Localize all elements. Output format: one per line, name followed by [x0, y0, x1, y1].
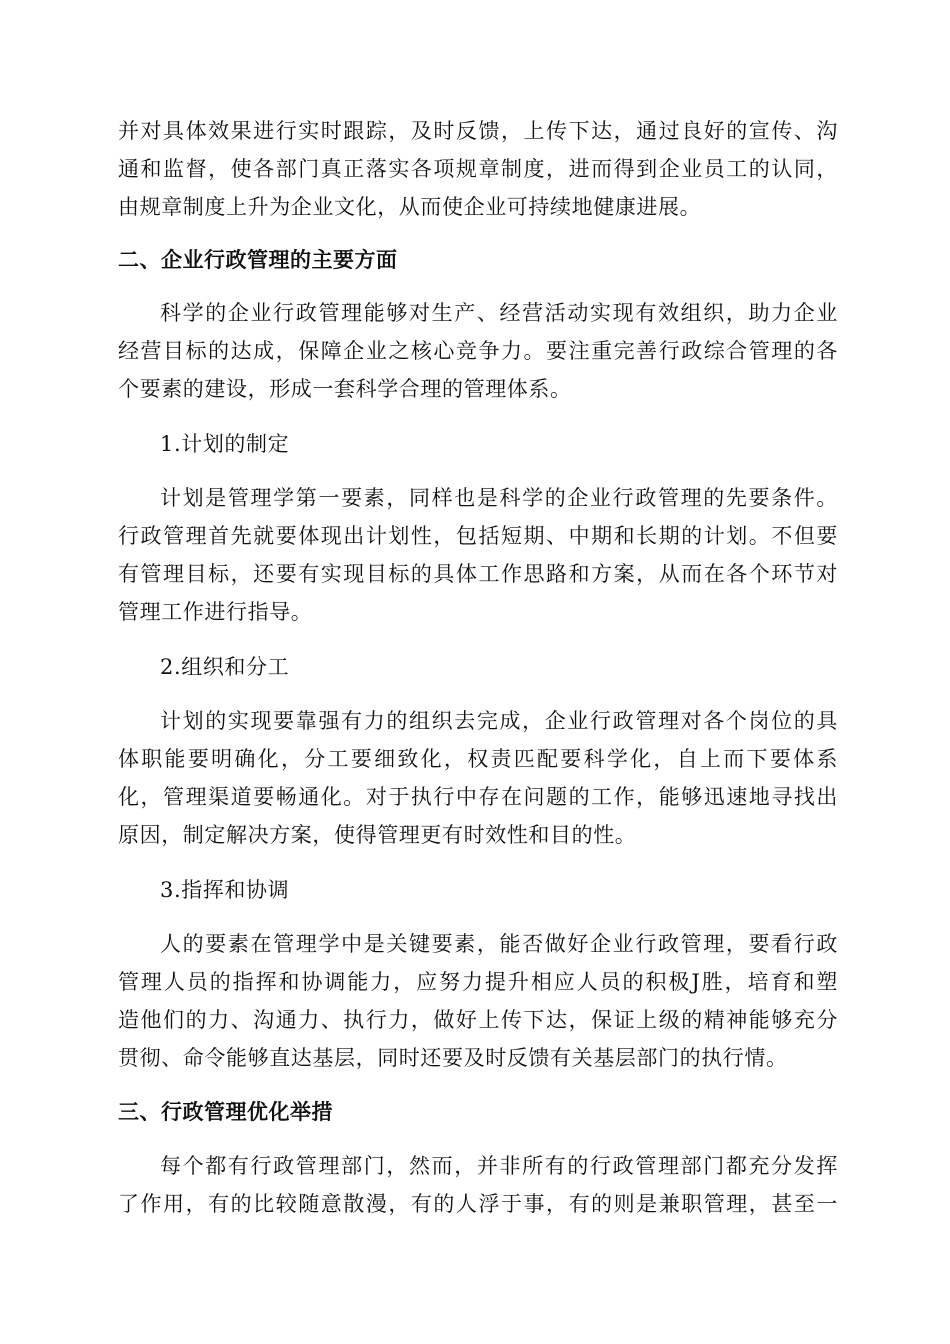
section3-heading: 三、行政管理优化举措	[118, 1100, 333, 1124]
section3-line-2: 了作用，有的比较随意散漫，有的人浮于事，有的则是兼职管理，甚至一	[118, 1192, 838, 1216]
sub3-title: 3.指挥和协调	[160, 878, 290, 902]
intro-line-2: 通和监督，使各部门真正落实各项规章制度，进而得到企业员工的认同，	[118, 157, 838, 181]
sub3-line-1: 人的要素在管理学中是关键要素，能否做好企业行政管理，要看行政	[160, 932, 838, 956]
sub2-title: 2.组织和分工	[160, 655, 290, 679]
sub2-line-1: 计划的实现要靠强有力的组织去完成，企业行政管理对各个岗位的具	[160, 709, 838, 733]
sub3-line-4: 贯彻、命令能够直达基层，同时还要及时反馈有关基层部门的执行情。	[118, 1046, 788, 1070]
section3-line-1: 每个都有行政管理部门，然而，并非所有的行政管理部门都充分发挥	[160, 1154, 838, 1178]
section2-intro-line-1: 科学的企业行政管理能够对生产、经营活动实现有效组织，助力企业	[160, 301, 838, 325]
sub1-line-1: 计划是管理学第一要素，同样也是科学的企业行政管理的先要条件。	[160, 486, 838, 510]
section2-intro-line-2: 经营目标的达成，保障企业之核心竞争力。要注重完善行政综合管理的各	[118, 339, 838, 363]
sub2-line-2: 体职能要明确化，分工要细致化，权责匹配要科学化，自上而下要体系	[118, 747, 838, 771]
sub3-line-3: 造他们的力、沟通力、执行力，做好上传下达，保证上级的精神能够充分	[118, 1008, 838, 1032]
sub2-line-4: 原因，制定解决方案，使得管理更有时效性和目的性。	[118, 823, 637, 847]
sub3-line-2: 管理人员的指挥和协调能力，应努力提升相应人员的积极J胜，培育和塑	[118, 970, 838, 994]
section2-heading: 二、企业行政管理的主要方面	[118, 248, 398, 272]
sub1-title: 1.计划的制定	[160, 432, 290, 456]
intro-line-1: 并对具体效果进行实时跟踪，及时反馈，上传下达，通过良好的宣传、沟	[118, 119, 838, 143]
sub1-line-4: 管理工作进行指导。	[118, 600, 313, 624]
section2-intro-line-3: 个要素的建设，形成一套科学合理的管理体系。	[118, 377, 572, 401]
intro-line-3: 由规章制度上升为企业文化，从而使企业可持续地健康进展。	[118, 195, 702, 219]
sub1-line-2: 行政管理首先就要体现出计划性，包括短期、中期和长期的计划。不但要	[118, 524, 838, 548]
sub1-line-3: 有管理目标，还要有实现目标的具体工作思路和方案，从而在各个环节对	[118, 562, 838, 586]
sub2-line-3: 化，管理渠道要畅通化。对于执行中存在问题的工作，能够迅速地寻找出	[118, 785, 838, 809]
